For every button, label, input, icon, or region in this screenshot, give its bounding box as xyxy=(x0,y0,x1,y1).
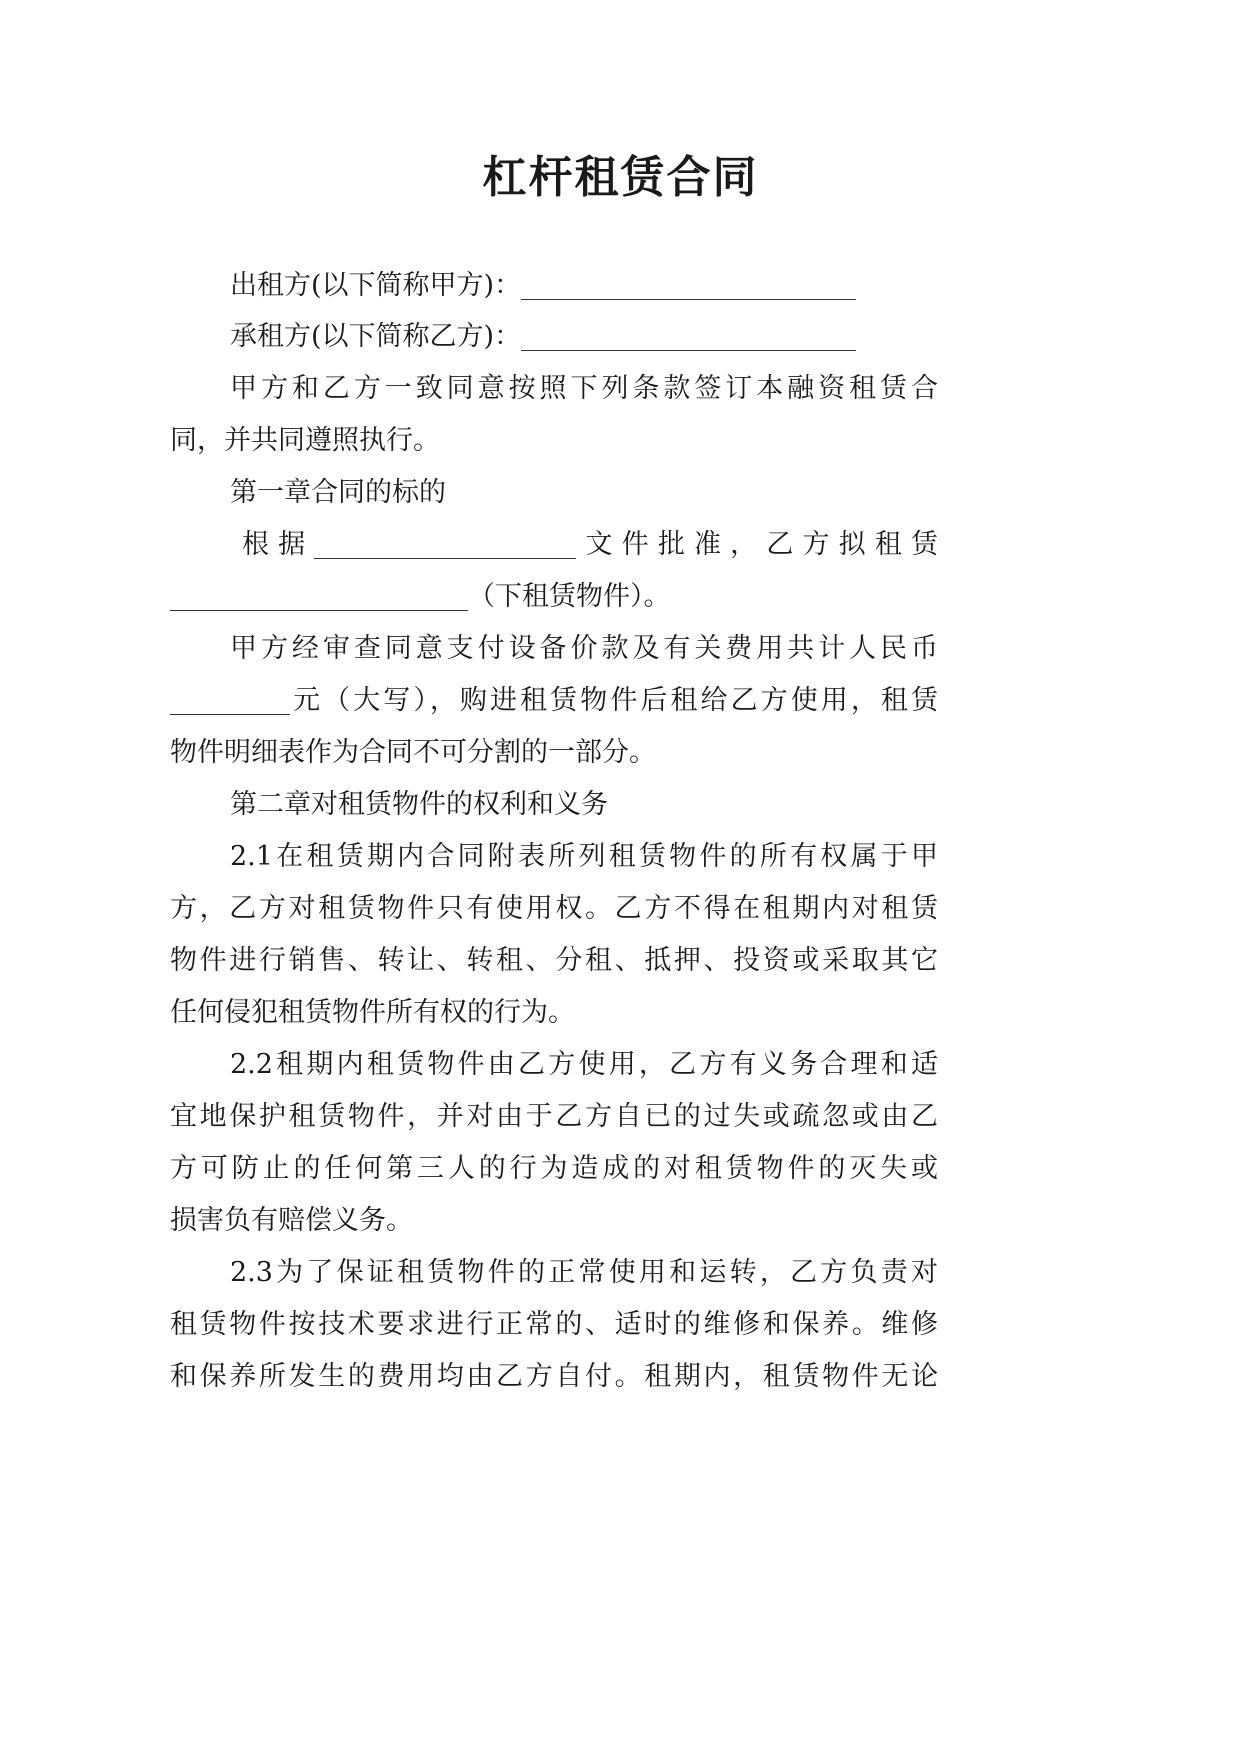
line-text: （下租赁物件）。 xyxy=(468,581,671,612)
line-text: 甲方和乙方一致同意按照下列条款签订本融资租赁合 xyxy=(230,373,938,404)
line-text: 第一章合同的标的 xyxy=(230,477,446,508)
blank-field xyxy=(170,577,468,617)
paragraph-line xyxy=(170,577,671,617)
blank-field xyxy=(314,525,576,565)
paragraph-line xyxy=(170,1305,938,1345)
line-text: 文件批准，乙方拟租赁 xyxy=(576,529,939,560)
line-text: 任何侵犯租赁物件所有权的行为。 xyxy=(170,997,575,1028)
line-text: 2.1在租赁期内合同附表所列租赁物件的所有权属于甲 xyxy=(230,841,938,872)
paragraph-line xyxy=(170,941,938,981)
blank-field xyxy=(521,317,856,357)
blank-field xyxy=(170,681,290,721)
paragraph-line xyxy=(170,1201,413,1241)
line-text: 方，乙方对租赁物件只有使用权。乙方不得在租期内对租赁 xyxy=(170,893,938,924)
line-text: 2.2租期内租赁物件由乙方使用，乙方有义务合理和适 xyxy=(230,1049,938,1080)
line-text: 元（大写），购进租赁物件后租给乙方使用，租赁 xyxy=(290,685,938,716)
line-text: 损害负有赔偿义务。 xyxy=(170,1205,413,1236)
paragraph-line xyxy=(170,421,440,461)
paragraph-line xyxy=(170,733,656,773)
line-text: 同，并共同遵照执行。 xyxy=(170,425,440,456)
line-text: 根据 xyxy=(242,529,315,560)
paragraph-line xyxy=(230,369,938,409)
line-text: 出租方(以下简称甲方)： xyxy=(230,270,522,301)
paragraph-line xyxy=(170,889,938,929)
paragraph-line xyxy=(230,317,856,357)
line-text: 宜地保护租赁物件，并对由于乙方自已的过失或疏忽或由乙 xyxy=(170,1101,938,1132)
paragraph-line xyxy=(230,785,608,825)
paragraph-line xyxy=(242,525,938,565)
blank-field xyxy=(521,266,856,306)
paragraph-line xyxy=(170,1149,938,1189)
line-text: 第二章对租赁物件的权利和义务 xyxy=(230,789,608,820)
line-text: 承租方(以下简称乙方)： xyxy=(230,321,522,352)
line-text: 物件明细表作为合同不可分割的一部分。 xyxy=(170,737,656,768)
paragraph-line xyxy=(170,993,575,1033)
paragraph-line xyxy=(230,629,938,669)
document-title: 杠杆租赁合同 xyxy=(482,152,759,203)
paragraph-line xyxy=(230,837,938,877)
paragraph-line xyxy=(170,1357,938,1397)
line-text: 租赁物件按技术要求进行正常的、适时的维修和保养。维修 xyxy=(170,1309,938,1340)
paragraph-line xyxy=(230,1253,938,1293)
line-text: 物件进行销售、转让、转租、分租、抵押、投资或采取其它 xyxy=(170,945,938,976)
line-text: 方可防止的任何第三人的行为造成的对租赁物件的灭失或 xyxy=(170,1153,938,1184)
line-text: 和保养所发生的费用均由乙方自付。租期内，租赁物件无论 xyxy=(170,1361,938,1392)
paragraph-line xyxy=(230,266,856,306)
paragraph-line xyxy=(230,1045,938,1085)
line-text: 2.3为了保证租赁物件的正常使用和运转，乙方负责对 xyxy=(230,1257,938,1288)
paragraph-line xyxy=(170,681,938,721)
paragraph-line xyxy=(170,1097,938,1137)
paragraph-line xyxy=(230,473,446,513)
line-text: 甲方经审查同意支付设备价款及有关费用共计人民币 xyxy=(230,633,938,664)
